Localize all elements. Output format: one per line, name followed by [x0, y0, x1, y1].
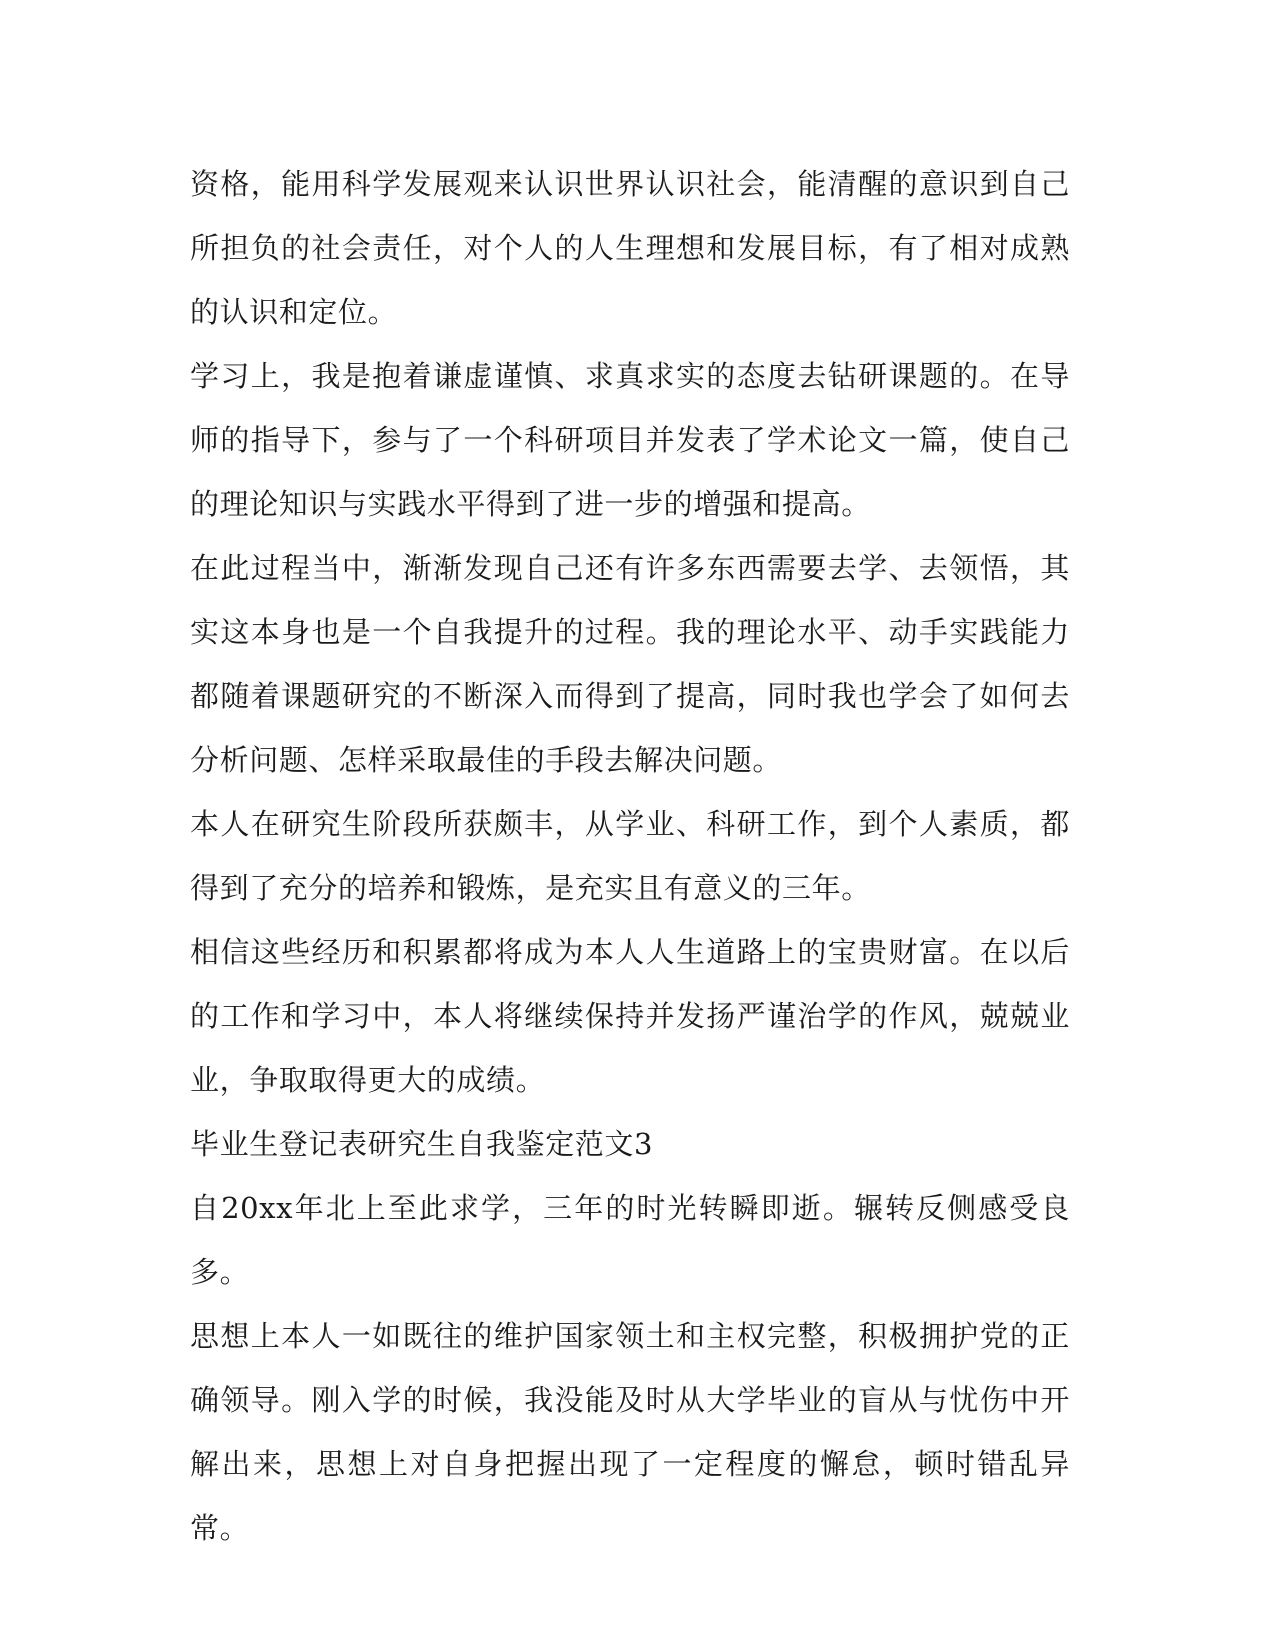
paragraph-gains: 本人在研究生阶段所获颇丰，从学业、科研工作，到个人素质，都得到了充分的培养和锻炼，是充实且有意义的三年。	[190, 807, 1070, 905]
document-body	[190, 152, 1070, 1560]
paragraph-process: 在此过程当中，渐渐发现自己还有许多东西需要去学、去领悟，其实这本身也是一个自我提升的过程。我的理论水平、动手实践能力都随着课题研究的不断深入而得到了提高，同时我也学会了如何去分析问题、怎样采取最佳的手段去解决问题。	[190, 551, 1070, 777]
paragraph-thought: 思想上本人一如既往的维护国家领土和主权完整，积极拥护党的正确领导。刚入学的时候，我没能及时从大学毕业的盲从与忧伤中开解出来，思想上对自身把握出现了一定程度的懈怠，顿时错乱异常。	[190, 1319, 1070, 1545]
paragraph-study: 学习上，我是抱着谦虚谨慎、求真求实的态度去钻研课题的。在导师的指导下，参与了一个科研项目并发表了学术论文一篇，使自己的理论知识与实践水平得到了进一步的增强和提高。	[190, 359, 1070, 521]
section-title: 毕业生登记表研究生自我鉴定范文3	[190, 1127, 654, 1161]
paragraph-future: 相信这些经历和积累都将成为本人人生道路上的宝贵财富。在以后的工作和学习中，本人将继续保持并发扬严谨治学的作风，兢兢业业，争取取得更大的成绩。	[190, 935, 1070, 1097]
paragraph-qualification: 资格，能用科学发展观来认识世界认识社会，能清醒的意识到自己所担负的社会责任，对个人的人生理想和发展目标，有了相对成熟的认识和定位。	[190, 167, 1070, 329]
paragraph-intro: 自20xx年北上至此求学，三年的时光转瞬即逝。辗转反侧感受良多。	[190, 1191, 1070, 1289]
